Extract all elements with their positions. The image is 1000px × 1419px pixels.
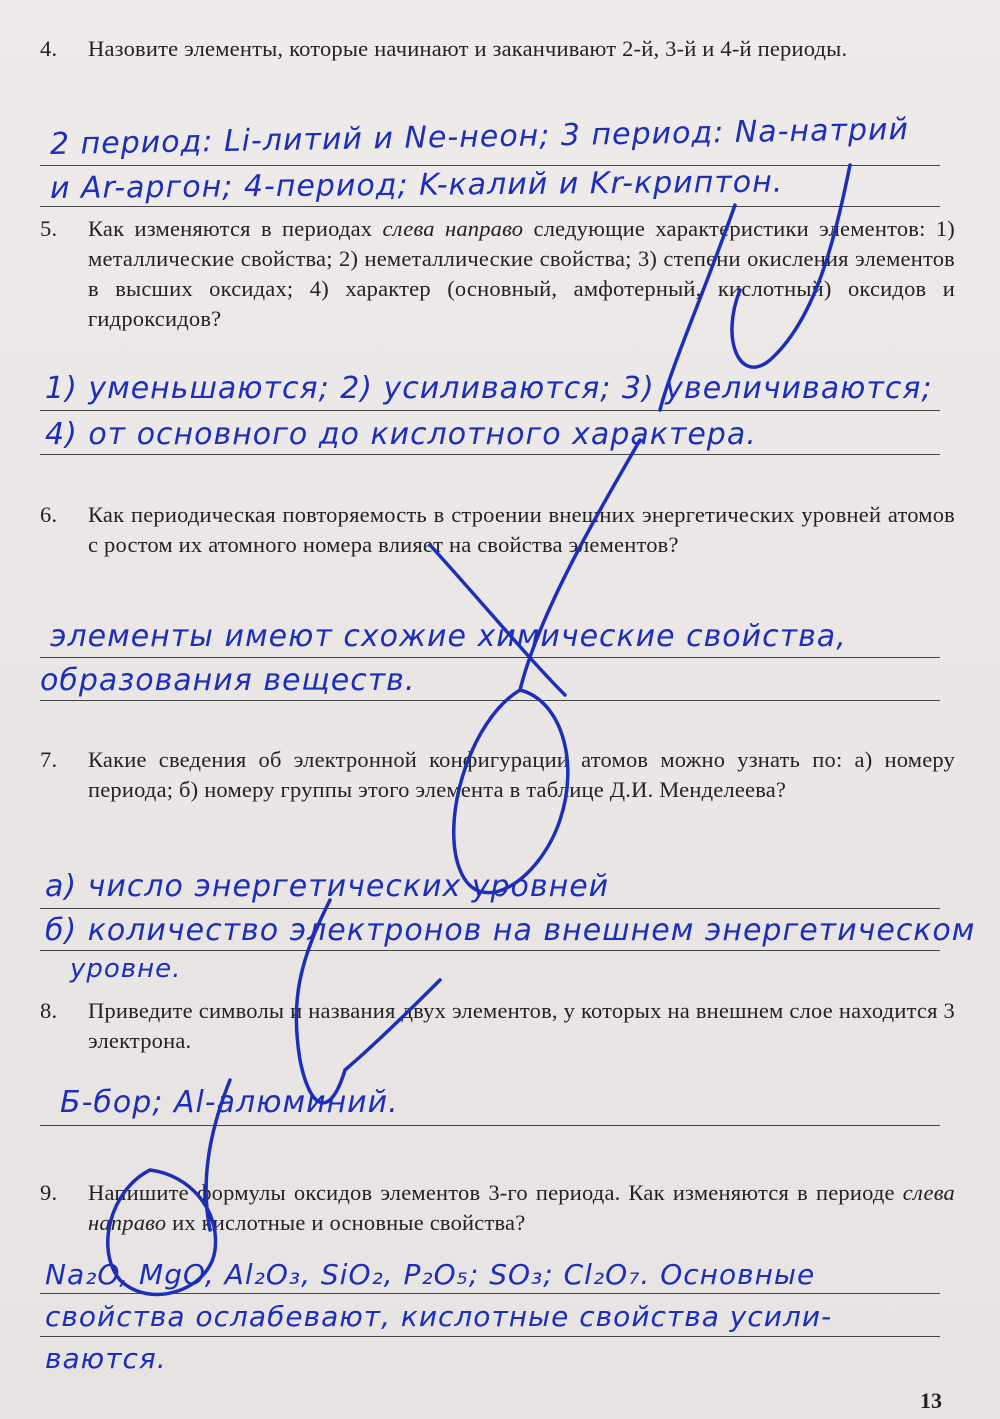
question-9 bbox=[40, 1178, 955, 1238]
handwritten-answer-line: б) количество электронов на внешнем энергетическом bbox=[45, 913, 976, 948]
handwritten-answer-line: Na₂O, MgO, Al₂O₃, SiO₂, P₂O₅; SO₃; Cl₂O₇. Основные bbox=[45, 1258, 816, 1291]
question-number: 7. bbox=[40, 747, 58, 772]
answer-rule bbox=[40, 657, 940, 658]
handwritten-answer-line: 2 период: Li-литий и Ne-неон; 3 период: Na-натрий bbox=[49, 112, 910, 162]
answer-rule bbox=[40, 454, 940, 455]
question-text: Назовите элементы, которые начинают и заканчивают 2-й, 3-й и 4-й периоды. bbox=[88, 36, 848, 61]
handwritten-answer-line: и Ar-аргон; 4-период; K-калий и Kr-криптон. bbox=[49, 164, 784, 206]
answer-rule bbox=[40, 410, 940, 411]
handwritten-answer-line: уровне. bbox=[70, 954, 182, 984]
answer-rule bbox=[40, 165, 940, 166]
question-7 bbox=[40, 745, 955, 805]
answer-rule bbox=[40, 908, 940, 909]
question-number: 6. bbox=[40, 502, 58, 527]
question-text: Как периодическая повторяемость в строении внешних энергетических уровней атомов с ростом их атомного номера влияет на свойства элементов? bbox=[88, 502, 955, 557]
question-text: Как изменяются в периодах слева направо следующие характеристики элементов: 1) металлические свойства; 2) неметаллические свойства; 3) степени окисления элементов в высших оксидах; 4) характер (основный, амфотерный, кислотный) оксидов и гидроксидов? bbox=[88, 216, 955, 331]
question-4 bbox=[40, 34, 955, 64]
handwritten-answer-line: ваются. bbox=[45, 1342, 167, 1375]
answer-rule bbox=[40, 700, 940, 701]
handwritten-answer-line: образования веществ. bbox=[40, 663, 416, 698]
question-number: 4. bbox=[40, 36, 58, 61]
question-number: 8. bbox=[40, 998, 58, 1023]
answer-rule bbox=[40, 950, 940, 951]
question-text: Приведите символы и названия двух элементов, у которых на внешнем слое находится 3 электрона. bbox=[88, 998, 955, 1053]
handwritten-answer-line: 4) от основного до кислотного характера. bbox=[45, 417, 757, 452]
answer-rule bbox=[40, 1125, 940, 1126]
question-5 bbox=[40, 214, 955, 334]
handwritten-answer-line: 1) уменьшаются; 2) усиливаются; 3) увеличиваются; bbox=[45, 371, 933, 406]
handwritten-answer-line: а) число энергетических уровней bbox=[45, 869, 610, 904]
question-8 bbox=[40, 996, 955, 1056]
page-number: 13 bbox=[920, 1388, 942, 1413]
question-6 bbox=[40, 500, 955, 560]
handwritten-answer-line: элементы имеют схожие химические свойства, bbox=[50, 619, 847, 654]
question-number: 9. bbox=[40, 1180, 58, 1205]
answer-rule bbox=[40, 1293, 940, 1294]
answer-rule bbox=[40, 206, 940, 207]
answer-rule bbox=[40, 1336, 940, 1337]
handwritten-answer-line: свойства ослабевают, кислотные свойства усили- bbox=[45, 1300, 833, 1333]
question-text: Какие сведения об электронной конфигурации атомов можно узнать по: а) номеру периода; б) номеру группы этого элемента в таблице Д.И. Менделеева? bbox=[88, 747, 955, 802]
question-text: Напишите формулы оксидов элементов 3-го периода. Как изменяются в периоде слева направо их кислотные и основные свойства? bbox=[88, 1180, 955, 1235]
handwritten-answer-line: Б-бор; Al-алюминий. bbox=[60, 1085, 399, 1120]
question-number: 5. bbox=[40, 216, 58, 241]
